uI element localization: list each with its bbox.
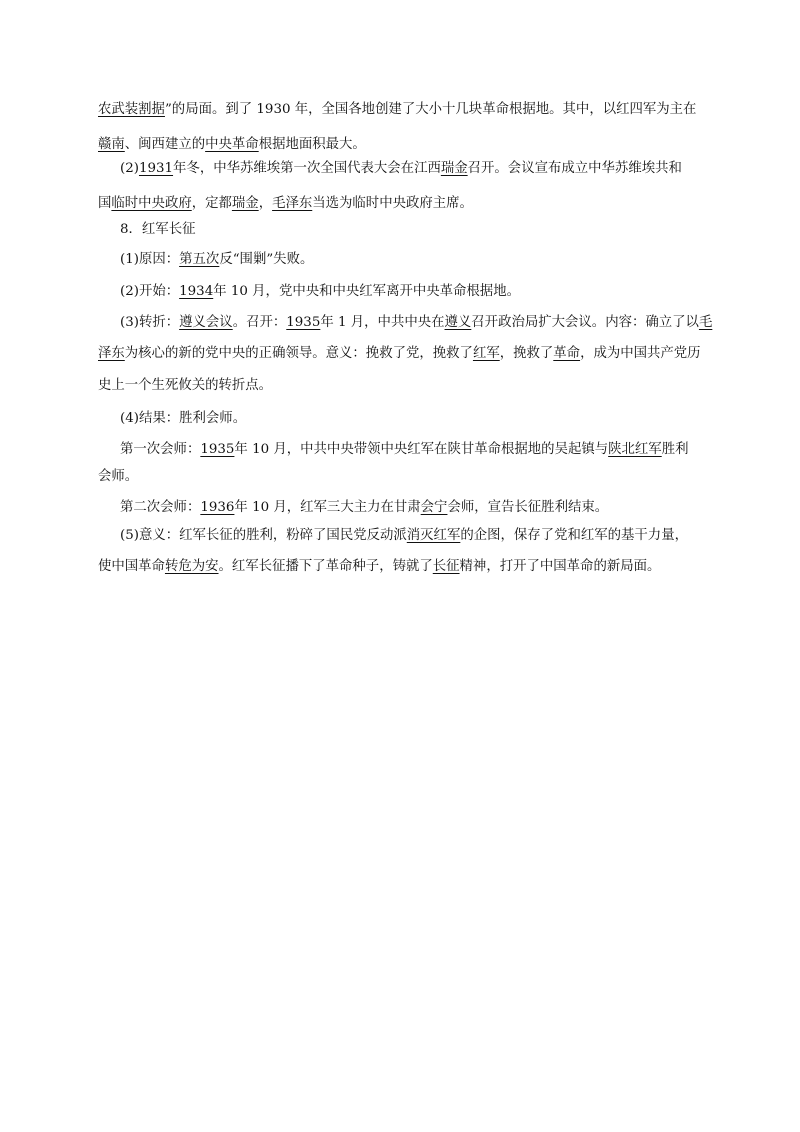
text-line	[120, 220, 195, 240]
text-run: 精神，打开了中国革命的新局面。	[459, 559, 661, 574]
text-run: 年 1 月，中共中央在	[320, 315, 445, 330]
text-run: ，挽救了	[499, 346, 554, 361]
text-run: ，定都	[191, 196, 232, 211]
answer-underlined: 陕北红军	[608, 442, 662, 457]
text-run: (5)意义：红军长征的胜利，粉碎了国民党反动派	[120, 528, 407, 543]
answer-underlined: 长征	[432, 559, 460, 574]
text-line	[120, 526, 688, 546]
answer-underlined: 1934	[179, 284, 214, 299]
text-line	[98, 135, 366, 155]
text-run: (2)开始：	[120, 284, 180, 299]
text-run: 年 10 月，红军三大主力在甘肃	[234, 500, 421, 515]
answer-underlined: 临时中央政府	[111, 196, 192, 211]
text-run: 。召开：	[232, 315, 287, 330]
text-run: 。红军长征播下了革命种子，铸就了	[218, 559, 433, 574]
text-run: 使中国革命	[98, 559, 165, 574]
answer-underlined: 1936	[200, 500, 235, 515]
text-run: 胜利	[661, 442, 689, 457]
text-run: ”的局面。到了 1930 年，全国各地创建了大小十几块革命根据地。其中，以红四军为主在	[164, 102, 697, 117]
answer-underlined: 瑞金	[440, 161, 468, 176]
text-run: 、闽西建立的	[124, 137, 206, 152]
answer-underlined: 遵义会议	[179, 315, 233, 330]
answer-underlined: 红军	[472, 346, 500, 361]
text-line	[120, 159, 682, 179]
text-run: 年 10 月，党中央和中央红军离开中央革命根据地。	[213, 284, 520, 299]
text-run: (3)转折：	[120, 315, 180, 330]
text-run: 会师，宣告长征胜利结束。	[447, 500, 609, 515]
answer-underlined: 第五次	[179, 252, 220, 267]
text-run: 召开政治局扩大会议。内容：确立了以	[471, 315, 699, 330]
text-run: 史上一个生死攸关的转折点。	[98, 378, 273, 393]
text-line	[120, 282, 520, 302]
answer-underlined: 中央革命	[205, 137, 259, 152]
text-line	[98, 557, 660, 577]
text-run: (2)	[120, 161, 139, 176]
answer-underlined: 毛	[698, 315, 713, 330]
answer-underlined: 转危为安	[164, 559, 219, 574]
text-line	[120, 440, 688, 460]
answer-underlined: 泽东	[98, 346, 125, 361]
text-run: 反“围剿”失败。	[219, 252, 314, 267]
text-line	[120, 313, 712, 333]
answer-underlined: 1935	[200, 442, 235, 457]
text-line	[120, 250, 313, 270]
text-line	[98, 467, 138, 487]
text-run: 当选为临时中央政府主席。	[312, 196, 473, 211]
text-line	[98, 376, 272, 396]
text-run: (4)结果：胜利会师。	[120, 411, 247, 426]
answer-underlined: 消灭红军	[406, 528, 461, 543]
text-line	[120, 409, 246, 429]
text-line	[98, 194, 473, 214]
text-run: 召开。会议宣布成立中华苏维埃共和	[467, 161, 682, 176]
text-line	[98, 100, 696, 120]
text-run: 年 10 月，中共中央带领中央红军在陕甘革命根据地的吴起镇与	[234, 442, 609, 457]
text-run: 第一次会师：	[120, 442, 201, 457]
text-run: 8．红军长征	[120, 222, 196, 237]
text-line	[120, 498, 608, 518]
answer-underlined: 瑞金	[231, 196, 259, 211]
text-run: 年冬，中华苏维埃第一次全国代表大会在江西	[173, 161, 441, 176]
text-line	[98, 344, 701, 364]
text-run: 的企图，保存了党和红军的基干力量，	[460, 528, 688, 543]
text-run: ，	[258, 196, 273, 211]
text-run: 为核心的新的党中央的正确领导。意义：挽救了党，挽救了	[124, 346, 473, 361]
answer-underlined: 农武装割据	[98, 102, 165, 117]
answer-underlined: 遵义	[444, 315, 472, 330]
answer-underlined: 会宁	[420, 500, 448, 515]
text-run: 根据地面积最大。	[258, 137, 366, 152]
text-run: 国	[98, 196, 112, 211]
text-run: (1)原因：	[120, 252, 180, 267]
answer-underlined: 1935	[286, 315, 321, 330]
answer-underlined: 1931	[138, 161, 174, 176]
text-run: 会师。	[98, 469, 139, 484]
answer-underlined: 革命	[553, 346, 581, 361]
answer-underlined: 赣南	[98, 137, 125, 152]
text-run: ，成为中国共产党历	[580, 346, 701, 361]
text-run: 第二次会师：	[120, 500, 201, 515]
answer-underlined: 毛泽东	[272, 196, 313, 211]
